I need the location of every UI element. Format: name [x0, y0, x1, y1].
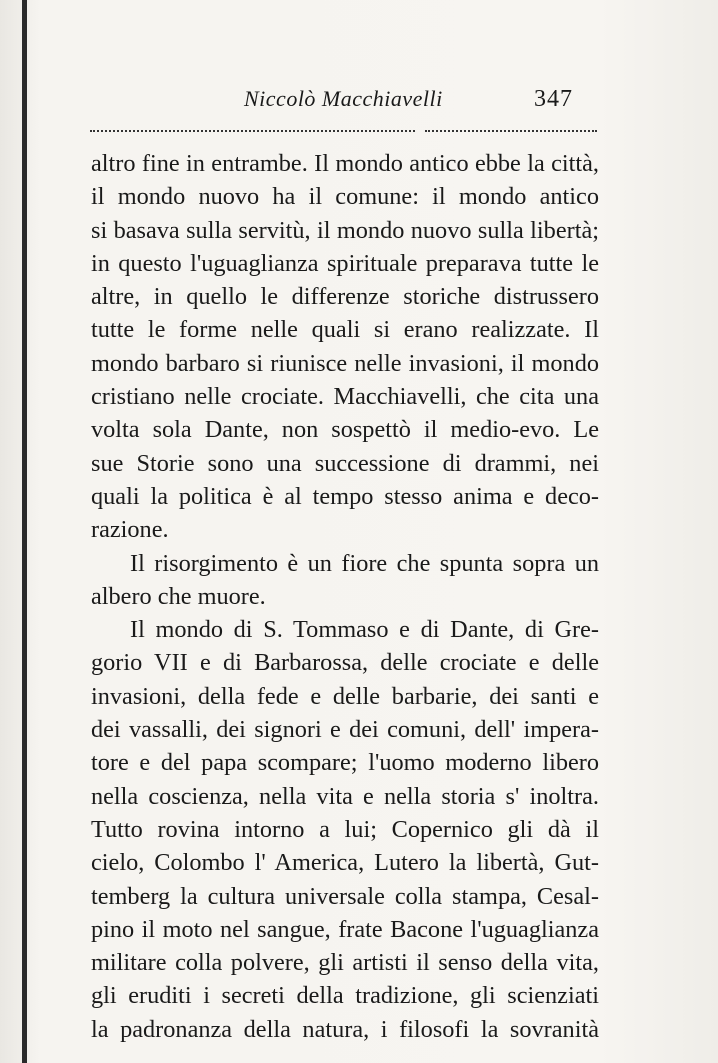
text-line: tutte le forme nelle quali si erano realizzate. Il: [91, 316, 599, 344]
body-text: [91, 147, 599, 1046]
page-number: 347: [534, 86, 573, 112]
binding-edge: [22, 0, 27, 1063]
text-line: la padronanza della natura, i filosofi la sovranità: [91, 1015, 599, 1043]
text-line: cielo, Colombo l' America, Lutero la libertà, Gut-: [91, 849, 599, 877]
text-line: quali la politica è al tempo stesso anima e deco-: [91, 482, 599, 510]
text-line: gli eruditi i secreti della tradizione, gli scienziati: [91, 982, 599, 1010]
page-header: [0, 82, 718, 122]
text-line: in questo l'uguaglianza spirituale preparava tutte le: [91, 249, 599, 277]
header-rule-right: [425, 130, 597, 132]
running-title: Niccolò Macchiavelli: [244, 86, 443, 111]
text-line: cristiano nelle crociate. Macchiavelli, che cita una: [91, 383, 599, 411]
text-line: Tutto rovina intorno a lui; Copernico gli dà il: [91, 815, 599, 843]
text-line: gorio VII e di Barbarossa, delle crociate e delle: [91, 649, 599, 677]
text-line: tore e del papa scompare; l'uomo moderno libero: [91, 749, 599, 777]
text-line: il mondo nuovo ha il comune: il mondo antico: [91, 183, 599, 211]
text-line: altro fine in entrambe. Il mondo antico ebbe la città,: [91, 150, 599, 177]
text-line: invasioni, della fede e delle barbarie, dei santi e: [91, 682, 599, 710]
text-line: dei vassalli, dei signori e dei comuni, dell' impera-: [91, 716, 599, 744]
text-line: volta sola Dante, non sospettò il medio-evo. Le: [91, 416, 599, 444]
header-rule-left: [90, 130, 415, 132]
text-line: si basava sulla servitù, il mondo nuovo sulla libertà;: [91, 216, 599, 244]
text-line: albero che muore.: [91, 582, 266, 610]
text-line: militare colla polvere, gli artisti il senso della vita,: [91, 949, 599, 977]
text-line: nella coscienza, nella vita e nella storia s' inoltra.: [91, 782, 599, 810]
text-line: Il mondo di S. Tommaso e di Dante, di Gre-: [130, 616, 599, 644]
text-line: mondo barbaro si riunisce nelle invasioni, il mondo: [91, 349, 599, 377]
text-line: Il risorgimento è un fiore che spunta sopra un: [130, 549, 599, 577]
text-line: altre, in quello le differenze storiche distrussero: [91, 283, 599, 311]
text-line: pino il moto nel sangue, frate Bacone l'uguaglianza: [91, 915, 599, 943]
text-line: razione.: [91, 516, 169, 544]
text-line: temberg la cultura universale colla stampa, Cesal-: [91, 882, 599, 910]
text-line: sue Storie sono una successione di drammi, nei: [91, 449, 599, 477]
